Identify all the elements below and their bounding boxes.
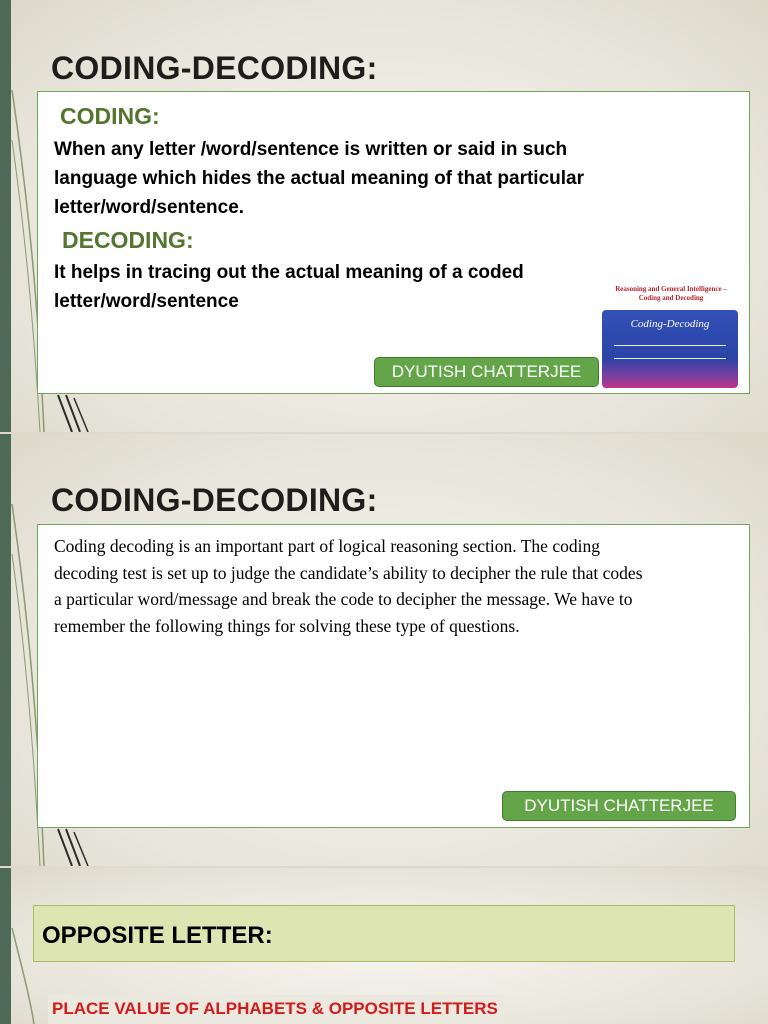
coding-definition-line-1: When any letter /word/sentence is written or said in such [54, 139, 568, 160]
place-value-banner: PLACE VALUE OF ALPHABETS & OPPOSITE LETTERS [48, 995, 504, 1024]
book-thumbnail [600, 282, 742, 390]
slide-title: CODING-DECODING: [51, 482, 378, 518]
slide-title: CODING-DECODING: [51, 50, 378, 86]
decoding-heading: DECODING: [62, 227, 194, 253]
paragraph-line-3: a particular word/message and break the code to decipher the message. We have to [54, 589, 633, 609]
decoding-definition-line-1: It helps in tracing out the actual meaning of a coded [54, 262, 524, 283]
slide-1 [0, 0, 768, 432]
opposite-letter-box [33, 905, 735, 962]
paragraph-line-2: decoding test is set up to judge the candidate’s ability to decipher the rule that codes [54, 563, 643, 583]
coding-definition-line-3: letter/word/sentence. [54, 197, 245, 218]
paragraph-line-4: remember the following things for solving these type of questions. [54, 616, 520, 636]
decoding-definition-line-2: letter/word/sentence [54, 291, 239, 312]
thumbnail-rule [614, 358, 726, 359]
paragraph-line-1: Coding decoding is an important part of logical reasoning section. The coding [54, 536, 600, 556]
slide-3 [0, 868, 768, 1024]
thumbnail-image-title: Coding-Decoding [630, 318, 710, 330]
coding-definition-line-2: language which hides the actual meaning of that particular [54, 168, 584, 189]
author-button[interactable]: DYUTISH CHATTERJEE [502, 791, 736, 821]
slide-2 [0, 434, 768, 866]
thumbnail-image [602, 310, 738, 388]
slide-title: OPPOSITE LETTER: [42, 922, 273, 949]
thumbnail-caption: Reasoning and General Intelligence – Coding and Decoding [615, 285, 727, 302]
author-button[interactable]: DYUTISH CHATTERJEE [374, 357, 599, 387]
thumbnail-rule [614, 345, 726, 346]
coding-heading: CODING: [60, 103, 160, 129]
